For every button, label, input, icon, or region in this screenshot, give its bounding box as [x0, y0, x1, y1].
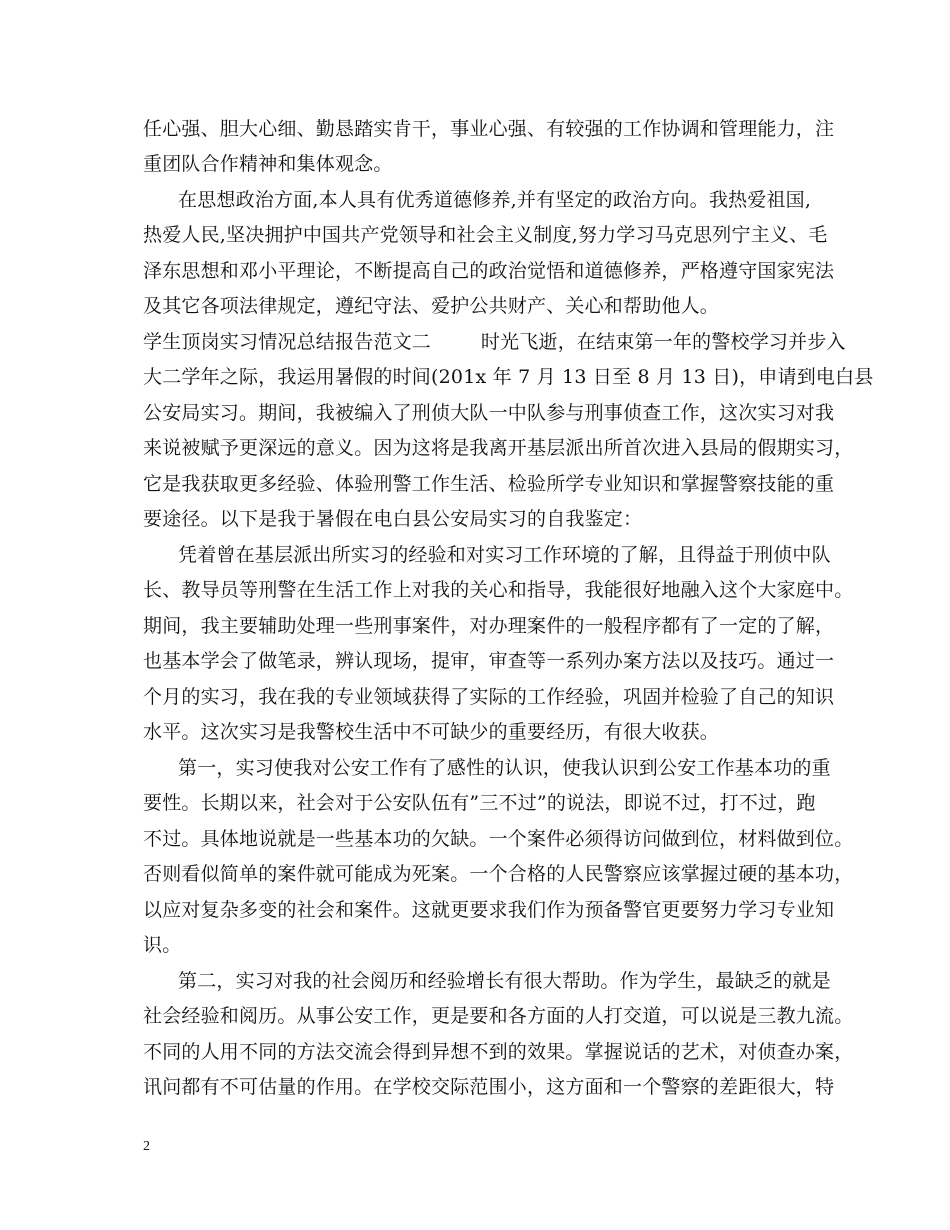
text-line: 大二学年之际，我运用暑假的时间(201x 年 7 月 13 日至 8 月 13 日)，申请到电白县: [143, 366, 874, 388]
text-line: 来说被赋予更深远的意义。因为这将是我离开基层派出所首次进入县局的假期实习，: [143, 437, 854, 459]
text-line: 水平。这次实习是我警校生活中不可缺少的重要经历，有很大收获。: [143, 721, 720, 743]
text-line: 以应对复杂多变的社会和案件。这就更要求我们作为预备警官更要努力学习专业知: [143, 899, 835, 921]
text-line: 凭着曾在基层派出所实习的经验和对实习工作环境的了解，且得益于刑侦中队: [178, 544, 831, 566]
text-line: 学生顶岗实习情况总结报告范文二 时光飞逝，在结束第一年的警校学习并步入: [143, 331, 846, 353]
text-line: 热爱人民,坚决拥护中国共产党领导和社会主义制度,努力学习马克思列宁主义、毛: [143, 224, 828, 246]
text-line: 不过。具体地说就是一些基本功的欠缺。一个案件必须得访问做到位，材料做到位。: [143, 828, 854, 850]
page-number: 2: [143, 1139, 150, 1154]
text-line: 期间，我主要辅助处理一些刑事案件，对办理案件的一般程序都有了一定的了解，: [143, 615, 835, 637]
text-line: 也基本学会了做笔录，辨认现场，提审，审查等一系列办案方法以及技巧。通过一: [143, 650, 835, 672]
text-line: 它是我获取更多经验、体验刑警工作生活、检验所学专业知识和掌握警察技能的重: [143, 473, 835, 495]
text-line: 识。: [143, 934, 182, 956]
text-line: 公安局实习。期间，我被编入了刑侦大队一中队参与刑事侦查工作，这次实习对我: [143, 402, 835, 424]
text-line: 在思想政治方面,本人具有优秀道德修养,并有坚定的政治方向。我热爱祖国,: [178, 189, 812, 211]
text-line: 第一，实习使我对公安工作有了感性的认识，使我认识到公安工作基本功的重: [178, 757, 831, 779]
text-line: 个月的实习，我在我的专业领域获得了实际的工作经验，巩固并检验了自己的知识: [143, 686, 835, 708]
text-line: 否则看似简单的案件就可能成为死案。一个合格的人民警察应该掌握过硬的基本功，: [143, 863, 854, 885]
text-line: 讯问都有不可估量的作用。在学校交际范围小，这方面和一个警察的差距很大，特: [143, 1076, 835, 1098]
text-line: 要性。长期以来，社会对于公安队伍有”三不过”的说法，即说不过，打不过，跑: [143, 792, 816, 814]
text-line: 泽东思想和邓小平理论，不断提高自己的政治觉悟和道德修养，严格遵守国家宪法: [143, 260, 835, 282]
text-line: 重团队合作精神和集体观念。: [143, 153, 393, 175]
text-line: 不同的人用不同的方法交流会得到异想不到的效果。掌握说话的艺术，对侦查办案，: [143, 1041, 854, 1063]
text-line: 第二，实习对我的社会阅历和经验增长有很大帮助。作为学生，最缺乏的就是: [178, 970, 831, 992]
text-line: 要途径。以下是我于暑假在电白县公安局实习的自我鉴定：: [143, 508, 643, 530]
text-line: 任心强、胆大心细、勤恳踏实肯干，事业心强、有较强的工作协调和管理能力，注: [143, 118, 835, 140]
text-line: 社会经验和阅历。从事公安工作，更是要和各方面的人打交道，可以说是三教九流。: [143, 1005, 854, 1027]
text-line: 长、教导员等刑警在生活工作上对我的关心和指导，我能很好地融入这个大家庭中。: [143, 579, 854, 601]
text-line: 及其它各项法律规定，遵纪守法、爱护公共财产、关心和帮助他人。: [143, 295, 720, 317]
